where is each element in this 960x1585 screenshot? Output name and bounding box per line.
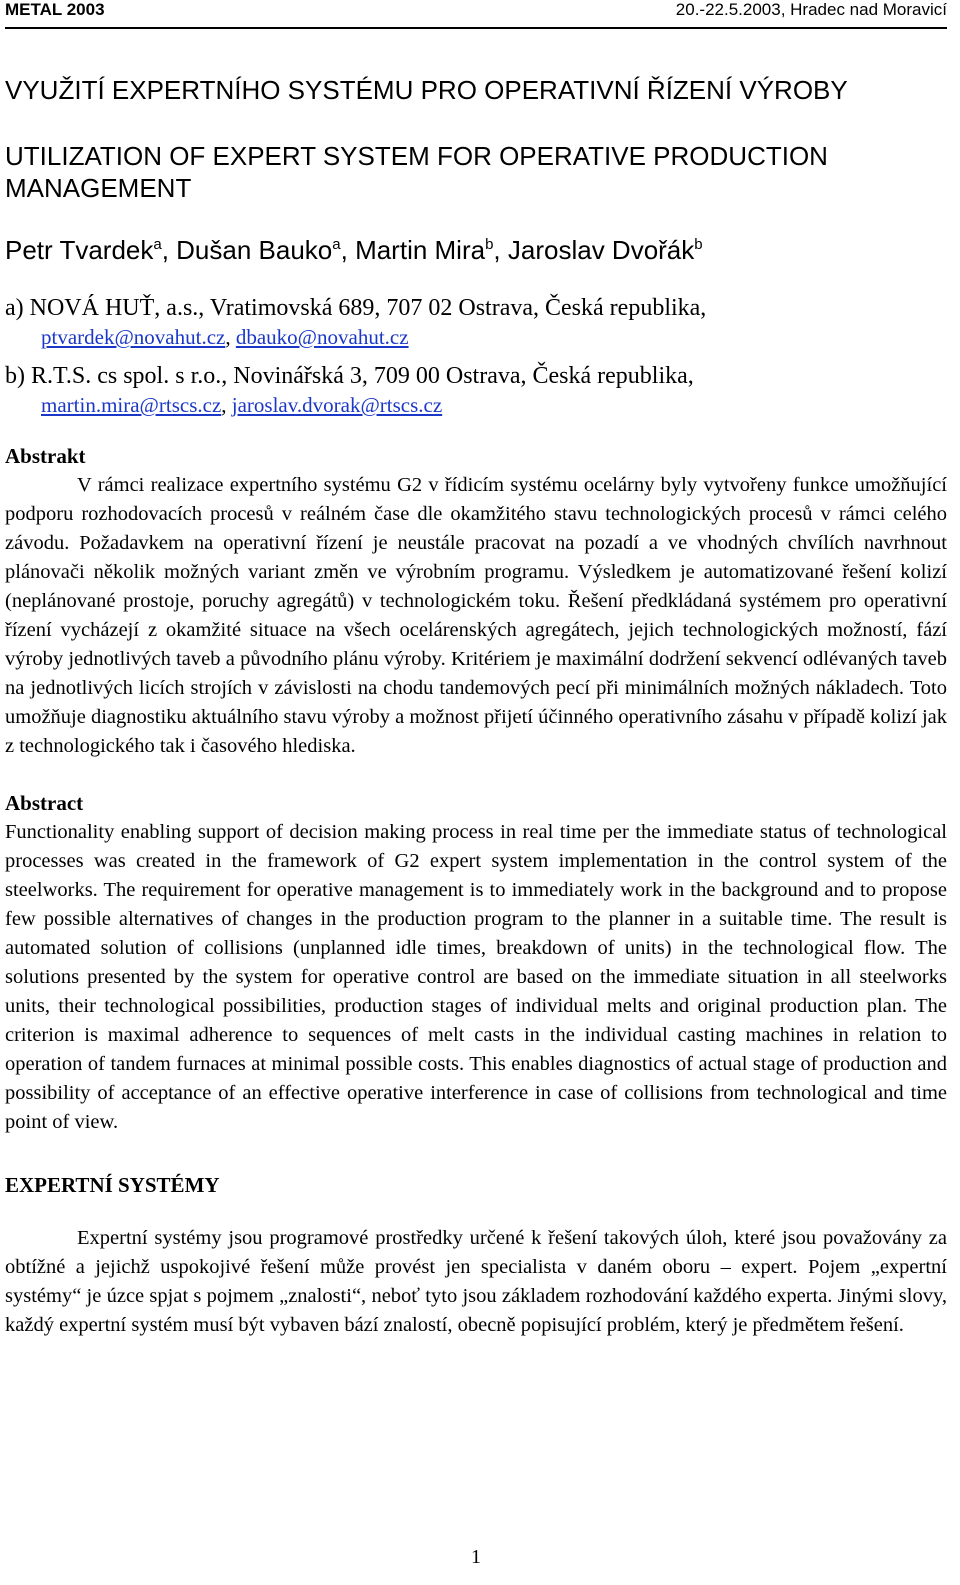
author-list xyxy=(5,234,947,266)
author-affiliation-mark: b xyxy=(485,236,494,253)
author-separator: , xyxy=(493,235,508,265)
running-header xyxy=(5,0,947,30)
abstract-english-text: Functionality enabling support of decision making process in real time per the immediate status of technological processes was created in the framework of G2 expert system implementation in the control system of the steelworks. The requirement for operative management is to immediately work in the background and to propose few possible alternatives of changes in the production program to the planner in a suitable time. The result is automated solution of collisions (unplanned idle times, breakdown of units) in the technological flow. The solutions presented by the system for operative control are based on the immediate situation in all steelworks units, their technological possibilities, production stages of individual melts and original production plan. The criterion is maximal adherence to sequences of melt casts in the individual casting machines in relation to operation of tandem furnaces at minimal possible costs. This enables diagnostics of actual stage of production and possibility of acceptance of an effective operative interference in case of collisions from technological and time point of view. xyxy=(5,821,947,1133)
affiliation-address: a) NOVÁ HUŤ, a.s., Vratimovská 689, 707 02 Ostrava, Česká republika, xyxy=(5,295,707,321)
section-expert-systems xyxy=(5,1171,947,1340)
author-separator: , xyxy=(340,235,356,265)
title-english: UTILIZATION OF EXPERT SYSTEM FOR OPERATIVE PRODUCTION MANAGEMENT xyxy=(5,141,828,203)
affiliation-a xyxy=(5,294,947,352)
affiliation-emails: ptvardek@novahut.cz, dbauko@novahut.cz xyxy=(41,325,409,349)
author-affiliation-mark: b xyxy=(694,236,703,253)
abstract-czech-heading: Abstrakt xyxy=(5,444,86,468)
author-name: Jaroslav Dvořák xyxy=(507,235,695,265)
author-name: Petr Tvardek xyxy=(5,235,154,265)
abstract-english xyxy=(5,789,947,1137)
email-link[interactable]: dbauko@novahut.cz xyxy=(235,325,409,349)
conference-name: METAL 2003 xyxy=(5,0,105,19)
email-link[interactable]: martin.mira@rtscs.cz xyxy=(41,393,222,417)
header-rule xyxy=(5,27,947,29)
section-body-text: Expertní systémy jsou programové prostředky určené k řešení takových úloh, které jsou považovány za obtížné a jejichž uspokojivé řešení může provést jen specialista v daném oboru – expert. Pojem „expertní systémy“ je úzce spjat s pojmem „znalosti“, neboť tyto jsou základem rozhodování každého experta. Jinými slovy, každý expertní systém musí být vybaven bází znalostí, obecně popisující problém, který je předmětem řešení. xyxy=(5,1227,947,1336)
paper-page xyxy=(5,0,947,1585)
abstract-czech-text: V rámci realizace expertního systému G2 v řídicím systému ocelárny byly vytvořeny funkce umožňující podporu rozhodovacích procesů v reálném čase dle okamžitého stavu technologických procesů v rámci celého závodu. Požadavkem na operativní řízení je neustále pracovat na pozadí a ve vhodných chvílích navrhnout plánovači několik možných variant změn ve výrobním programu. Výsledkem je automatizované řešení kolizí (neplánované prostoje, poruchy agregátů) v technologickém toku. Řešení předkládaná systémem pro operativní řízení vycházejí z okamžité situace na všech ocelárenských agregátech, jejich technologických možností, fází výroby jednotlivých taveb a původního plánu výroby. Kritériem je maximální dodržení sekvencí odlévaných taveb na jednotlivých licích strojích v závislosti na chodu tandemových pecí při minimálních možných nákladech. Toto umožňuje diagnostiku aktuálního stavu výroby a možnost přijetí účinného operativního zásahu v případě kolizí jak z technologického tak i časového hlediska. xyxy=(5,474,947,757)
conference-date-place: 20.-22.5.2003, Hradec nad Moravicí xyxy=(675,0,947,19)
author-affiliation-mark: a xyxy=(153,236,162,253)
page-number: 1 xyxy=(471,1546,481,1568)
abstract-czech xyxy=(5,442,947,761)
author-separator: , xyxy=(161,235,177,265)
author-affiliation-mark: a xyxy=(332,236,341,253)
affiliation-b xyxy=(5,362,947,420)
title-czech: VYUŽITÍ EXPERTNÍHO SYSTÉMU PRO OPERATIVNÍ ŘÍZENÍ VÝROBY xyxy=(5,75,848,105)
email-link[interactable]: jaroslav.dvorak@rtscs.cz xyxy=(231,393,443,417)
affiliation-address: b) R.T.S. cs spol. s r.o., Novinářská 3, 709 00 Ostrava, Česká republika, xyxy=(5,363,694,389)
author-name: Dušan Bauko xyxy=(176,235,333,265)
email-link[interactable]: ptvardek@novahut.cz xyxy=(41,325,226,349)
section-heading: EXPERTNÍ SYSTÉMY xyxy=(5,1173,220,1197)
abstract-english-heading: Abstract xyxy=(5,791,84,815)
affiliation-emails: martin.mira@rtscs.cz, jaroslav.dvorak@rtscs.cz xyxy=(41,393,443,417)
author-name: Martin Mira xyxy=(355,235,486,265)
